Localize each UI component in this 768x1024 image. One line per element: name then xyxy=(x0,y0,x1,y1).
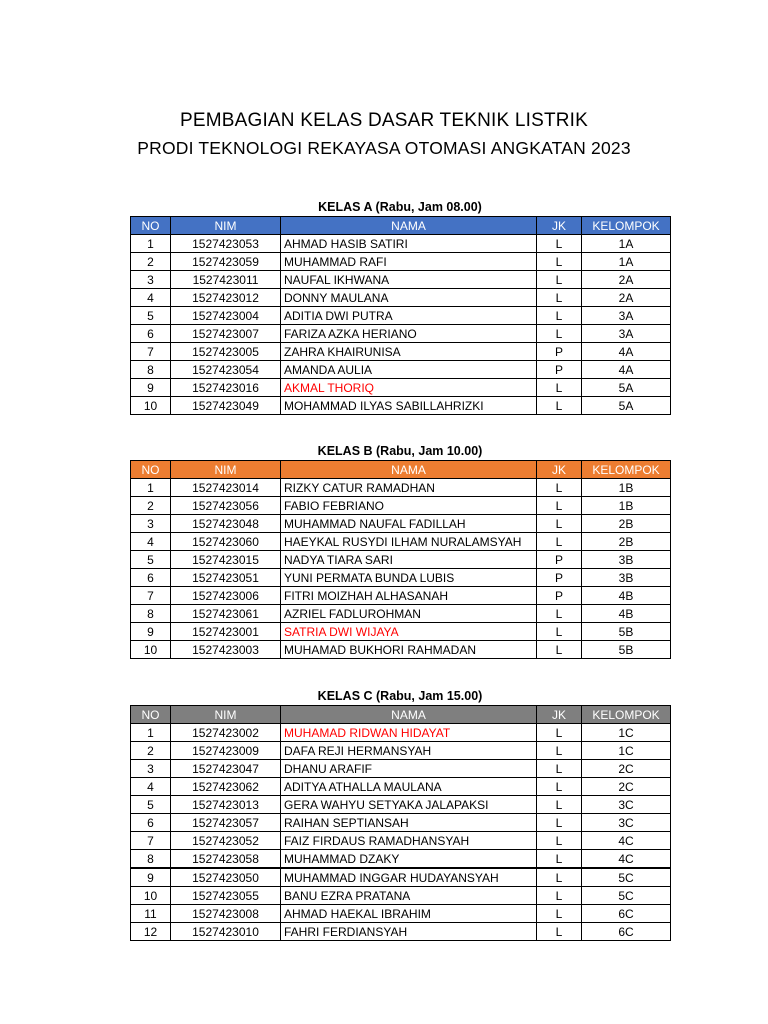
cell-nama: MUHAMMAD INGGAR HUDAYANSYAH xyxy=(281,868,537,887)
cell-nim: 1527423003 xyxy=(171,641,281,659)
cell-jk: L xyxy=(537,760,582,778)
table-header-row xyxy=(131,217,671,235)
cell-nim: 1527423014 xyxy=(171,479,281,497)
cell-jk: L xyxy=(537,515,582,533)
cell-kelompok: 3A xyxy=(582,307,671,325)
cell-kelompok: 6C xyxy=(582,923,671,941)
cell-nama: MUHAMAD RIDWAN HIDAYAT xyxy=(281,724,537,742)
cell-jk: L xyxy=(537,868,582,887)
cell-nama: ZAHRA KHAIRUNISA xyxy=(281,343,537,361)
cell-kelompok: 4A xyxy=(582,361,671,379)
table-header-row xyxy=(131,706,671,724)
cell-no: 9 xyxy=(131,623,171,641)
cell-nim: 1527423052 xyxy=(171,832,281,850)
cell-nama: ADITYA ATHALLA MAULANA xyxy=(281,778,537,796)
cell-jk: L xyxy=(537,850,582,869)
cell-no: 1 xyxy=(131,479,171,497)
cell-no: 10 xyxy=(131,887,171,905)
cell-no: 5 xyxy=(131,796,171,814)
cell-no: 10 xyxy=(131,397,171,415)
cell-jk: L xyxy=(537,605,582,623)
kelas-a-caption: KELAS A (Rabu, Jam 08.00) xyxy=(318,200,482,214)
cell-nim: 1527423001 xyxy=(171,623,281,641)
cell-kelompok: 4B xyxy=(582,605,671,623)
header-jk: JK xyxy=(537,706,582,724)
cell-nama: DHANU ARAFIF xyxy=(281,760,537,778)
cell-nim: 1527423061 xyxy=(171,605,281,623)
cell-nama: GERA WAHYU SETYAKA JALAPAKSI xyxy=(281,796,537,814)
cell-kelompok: 4A xyxy=(582,343,671,361)
table-row xyxy=(131,379,671,397)
cell-nim: 1527423006 xyxy=(171,587,281,605)
cell-no: 3 xyxy=(131,271,171,289)
table-row xyxy=(131,605,671,623)
cell-nim: 1527423057 xyxy=(171,814,281,832)
cell-nama: FABIO FEBRIANO xyxy=(281,497,537,515)
cell-no: 4 xyxy=(131,533,171,551)
cell-kelompok: 1A xyxy=(582,235,671,253)
table-row xyxy=(131,641,671,659)
cell-jk: L xyxy=(537,641,582,659)
cell-kelompok: 5A xyxy=(582,397,671,415)
cell-no: 9 xyxy=(131,868,171,887)
cell-nim: 1527423009 xyxy=(171,742,281,760)
cell-nim: 1527423005 xyxy=(171,343,281,361)
table-row xyxy=(131,253,671,271)
cell-no: 11 xyxy=(131,905,171,923)
cell-no: 2 xyxy=(131,253,171,271)
cell-no: 2 xyxy=(131,497,171,515)
cell-jk: L xyxy=(537,271,582,289)
cell-no: 7 xyxy=(131,587,171,605)
header-kelompok: KELOMPOK xyxy=(582,217,671,235)
cell-nama: BANU EZRA PRATANA xyxy=(281,887,537,905)
cell-nim: 1527423059 xyxy=(171,253,281,271)
cell-no: 6 xyxy=(131,325,171,343)
table-row xyxy=(131,497,671,515)
cell-nama: DAFA REJI HERMANSYAH xyxy=(281,742,537,760)
cell-no: 6 xyxy=(131,569,171,587)
cell-nim: 1527423060 xyxy=(171,533,281,551)
cell-jk: L xyxy=(537,742,582,760)
cell-jk: L xyxy=(537,724,582,742)
cell-kelompok: 3C xyxy=(582,814,671,832)
cell-nama: FARIZA AZKA HERIANO xyxy=(281,325,537,343)
table-row xyxy=(131,361,671,379)
cell-jk: L xyxy=(537,796,582,814)
cell-nama: MOHAMMAD ILYAS SABILLAHRIZKI xyxy=(281,397,537,415)
cell-no: 5 xyxy=(131,551,171,569)
cell-no: 4 xyxy=(131,778,171,796)
cell-kelompok: 1C xyxy=(582,742,671,760)
table-row xyxy=(131,343,671,361)
cell-nama: SATRIA DWI WIJAYA xyxy=(281,623,537,641)
table-row xyxy=(131,778,671,796)
cell-kelompok: 4C xyxy=(582,832,671,850)
cell-kelompok: 3C xyxy=(582,796,671,814)
cell-no: 8 xyxy=(131,605,171,623)
cell-jk: L xyxy=(537,497,582,515)
table-row xyxy=(131,587,671,605)
cell-jk: L xyxy=(537,307,582,325)
cell-nama: DONNY MAULANA xyxy=(281,289,537,307)
cell-kelompok: 3A xyxy=(582,325,671,343)
table-row xyxy=(131,551,671,569)
kelas-b-section xyxy=(130,443,670,659)
cell-nim: 1527423055 xyxy=(171,887,281,905)
cell-kelompok: 4C xyxy=(582,850,671,869)
cell-jk: P xyxy=(537,343,582,361)
cell-nim: 1527423008 xyxy=(171,905,281,923)
cell-jk: L xyxy=(537,887,582,905)
kelas-a-section xyxy=(130,199,670,415)
cell-kelompok: 3B xyxy=(582,551,671,569)
cell-nim: 1527423054 xyxy=(171,361,281,379)
table-row xyxy=(131,623,671,641)
cell-nama: FAIZ FIRDAUS RAMADHANSYAH xyxy=(281,832,537,850)
cell-nama: RAIHAN SEPTIANSAH xyxy=(281,814,537,832)
table-row xyxy=(131,905,671,923)
cell-jk: L xyxy=(537,235,582,253)
cell-nama: MUHAMAD BUKHORI RAHMADAN xyxy=(281,641,537,659)
cell-nama: RIZKY CATUR RAMADHAN xyxy=(281,479,537,497)
cell-nama: NADYA TIARA SARI xyxy=(281,551,537,569)
kelas-a-table xyxy=(130,216,671,415)
cell-jk: L xyxy=(537,479,582,497)
header-jk: JK xyxy=(537,461,582,479)
cell-kelompok: 2C xyxy=(582,778,671,796)
cell-nim: 1527423047 xyxy=(171,760,281,778)
table-row xyxy=(131,479,671,497)
header-nim: NIM xyxy=(171,461,281,479)
cell-jk: L xyxy=(537,623,582,641)
cell-kelompok: 5B xyxy=(582,623,671,641)
cell-jk: P xyxy=(537,587,582,605)
header-nama: NAMA xyxy=(281,461,537,479)
cell-nim: 1527423002 xyxy=(171,724,281,742)
document-subtitle: PRODI TEKNOLOGI REKAYASA OTOMASI ANGKATAN 2023 xyxy=(137,138,631,158)
cell-nama: AHMAD HASIB SATIRI xyxy=(281,235,537,253)
cell-nama: YUNI PERMATA BUNDA LUBIS xyxy=(281,569,537,587)
header-nim: NIM xyxy=(171,706,281,724)
table-row xyxy=(131,796,671,814)
cell-nama: AZRIEL FADLUROHMAN xyxy=(281,605,537,623)
cell-nim: 1527423048 xyxy=(171,515,281,533)
cell-kelompok: 2B xyxy=(582,533,671,551)
cell-nim: 1527423051 xyxy=(171,569,281,587)
cell-kelompok: 1B xyxy=(582,479,671,497)
kelas-b-caption: KELAS B (Rabu, Jam 10.00) xyxy=(317,444,483,458)
cell-jk: L xyxy=(537,905,582,923)
cell-no: 8 xyxy=(131,361,171,379)
cell-no: 7 xyxy=(131,832,171,850)
cell-kelompok: 6C xyxy=(582,905,671,923)
cell-no: 3 xyxy=(131,515,171,533)
cell-nim: 1527423058 xyxy=(171,850,281,869)
cell-no: 8 xyxy=(131,850,171,869)
cell-kelompok: 1C xyxy=(582,724,671,742)
cell-nama: MUHAMMAD DZAKY xyxy=(281,850,537,869)
cell-jk: L xyxy=(537,533,582,551)
cell-nama: FITRI MOIZHAH ALHASANAH xyxy=(281,587,537,605)
cell-no: 1 xyxy=(131,235,171,253)
cell-nim: 1527423004 xyxy=(171,307,281,325)
header-kelompok: KELOMPOK xyxy=(582,706,671,724)
table-row xyxy=(131,724,671,742)
cell-nim: 1527423053 xyxy=(171,235,281,253)
cell-jk: L xyxy=(537,832,582,850)
table-row xyxy=(131,515,671,533)
cell-nama: MUHAMMAD NAUFAL FADILLAH xyxy=(281,515,537,533)
document-title: PEMBAGIAN KELAS DASAR TEKNIK LISTRIK xyxy=(179,110,589,131)
cell-nim: 1527423062 xyxy=(171,778,281,796)
cell-no: 4 xyxy=(131,289,171,307)
kelas-c-table xyxy=(130,705,671,941)
table-row xyxy=(131,814,671,832)
cell-jk: P xyxy=(537,551,582,569)
cell-jk: L xyxy=(537,397,582,415)
cell-nama: AHMAD HAEKAL IBRAHIM xyxy=(281,905,537,923)
table-header-row xyxy=(131,461,671,479)
cell-nim: 1527423015 xyxy=(171,551,281,569)
cell-nama: ADITIA DWI PUTRA xyxy=(281,307,537,325)
table-row xyxy=(131,923,671,941)
cell-kelompok: 2A xyxy=(582,271,671,289)
cell-no: 7 xyxy=(131,343,171,361)
cell-kelompok: 1A xyxy=(582,253,671,271)
cell-nama: HAEYKAL RUSYDI ILHAM NURALAMSYAH xyxy=(281,533,537,551)
cell-nama: MUHAMMAD RAFI xyxy=(281,253,537,271)
cell-nim: 1527423013 xyxy=(171,796,281,814)
table-row xyxy=(131,289,671,307)
cell-jk: L xyxy=(537,778,582,796)
cell-jk: L xyxy=(537,253,582,271)
header-kelompok: KELOMPOK xyxy=(582,461,671,479)
header-nama: NAMA xyxy=(281,706,537,724)
table-row xyxy=(131,235,671,253)
cell-no: 1 xyxy=(131,724,171,742)
kelas-c-section xyxy=(130,688,670,941)
cell-no: 10 xyxy=(131,641,171,659)
cell-jk: P xyxy=(537,569,582,587)
table-row xyxy=(131,850,671,869)
table-row xyxy=(131,325,671,343)
cell-nim: 1527423012 xyxy=(171,289,281,307)
cell-nim: 1527423010 xyxy=(171,923,281,941)
table-row xyxy=(131,887,671,905)
cell-kelompok: 2C xyxy=(582,760,671,778)
cell-kelompok: 4B xyxy=(582,587,671,605)
cell-kelompok: 2B xyxy=(582,515,671,533)
cell-nim: 1527423049 xyxy=(171,397,281,415)
header-no: NO xyxy=(131,706,171,724)
cell-nim: 1527423050 xyxy=(171,868,281,887)
cell-no: 6 xyxy=(131,814,171,832)
cell-nim: 1527423056 xyxy=(171,497,281,515)
table-row xyxy=(131,742,671,760)
table-row xyxy=(131,760,671,778)
cell-jk: L xyxy=(537,923,582,941)
header-jk: JK xyxy=(537,217,582,235)
cell-no: 9 xyxy=(131,379,171,397)
cell-no: 2 xyxy=(131,742,171,760)
cell-jk: L xyxy=(537,325,582,343)
cell-nim: 1527423007 xyxy=(171,325,281,343)
cell-jk: L xyxy=(537,379,582,397)
table-row xyxy=(131,569,671,587)
cell-nim: 1527423016 xyxy=(171,379,281,397)
cell-no: 12 xyxy=(131,923,171,941)
header-nim: NIM xyxy=(171,217,281,235)
table-row xyxy=(131,397,671,415)
cell-kelompok: 2A xyxy=(582,289,671,307)
cell-jk: L xyxy=(537,289,582,307)
cell-nama: AMANDA AULIA xyxy=(281,361,537,379)
cell-no: 5 xyxy=(131,307,171,325)
cell-nama: AKMAL THORIQ xyxy=(281,379,537,397)
cell-kelompok: 5B xyxy=(582,641,671,659)
table-row xyxy=(131,832,671,850)
cell-jk: P xyxy=(537,361,582,379)
cell-kelompok: 3B xyxy=(582,569,671,587)
cell-nim: 1527423011 xyxy=(171,271,281,289)
kelas-c-caption: KELAS C (Rabu, Jam 15.00) xyxy=(317,689,483,703)
header-no: NO xyxy=(131,461,171,479)
cell-jk: L xyxy=(537,814,582,832)
table-row xyxy=(131,533,671,551)
header-nama: NAMA xyxy=(281,217,537,235)
kelas-b-table xyxy=(130,460,671,659)
cell-nama: FAHRI FERDIANSYAH xyxy=(281,923,537,941)
table-row xyxy=(131,868,671,887)
cell-kelompok: 1B xyxy=(582,497,671,515)
cell-kelompok: 5C xyxy=(582,868,671,887)
cell-kelompok: 5C xyxy=(582,887,671,905)
cell-nama: NAUFAL IKHWANA xyxy=(281,271,537,289)
header-no: NO xyxy=(131,217,171,235)
cell-kelompok: 5A xyxy=(582,379,671,397)
cell-no: 3 xyxy=(131,760,171,778)
table-row xyxy=(131,307,671,325)
table-row xyxy=(131,271,671,289)
